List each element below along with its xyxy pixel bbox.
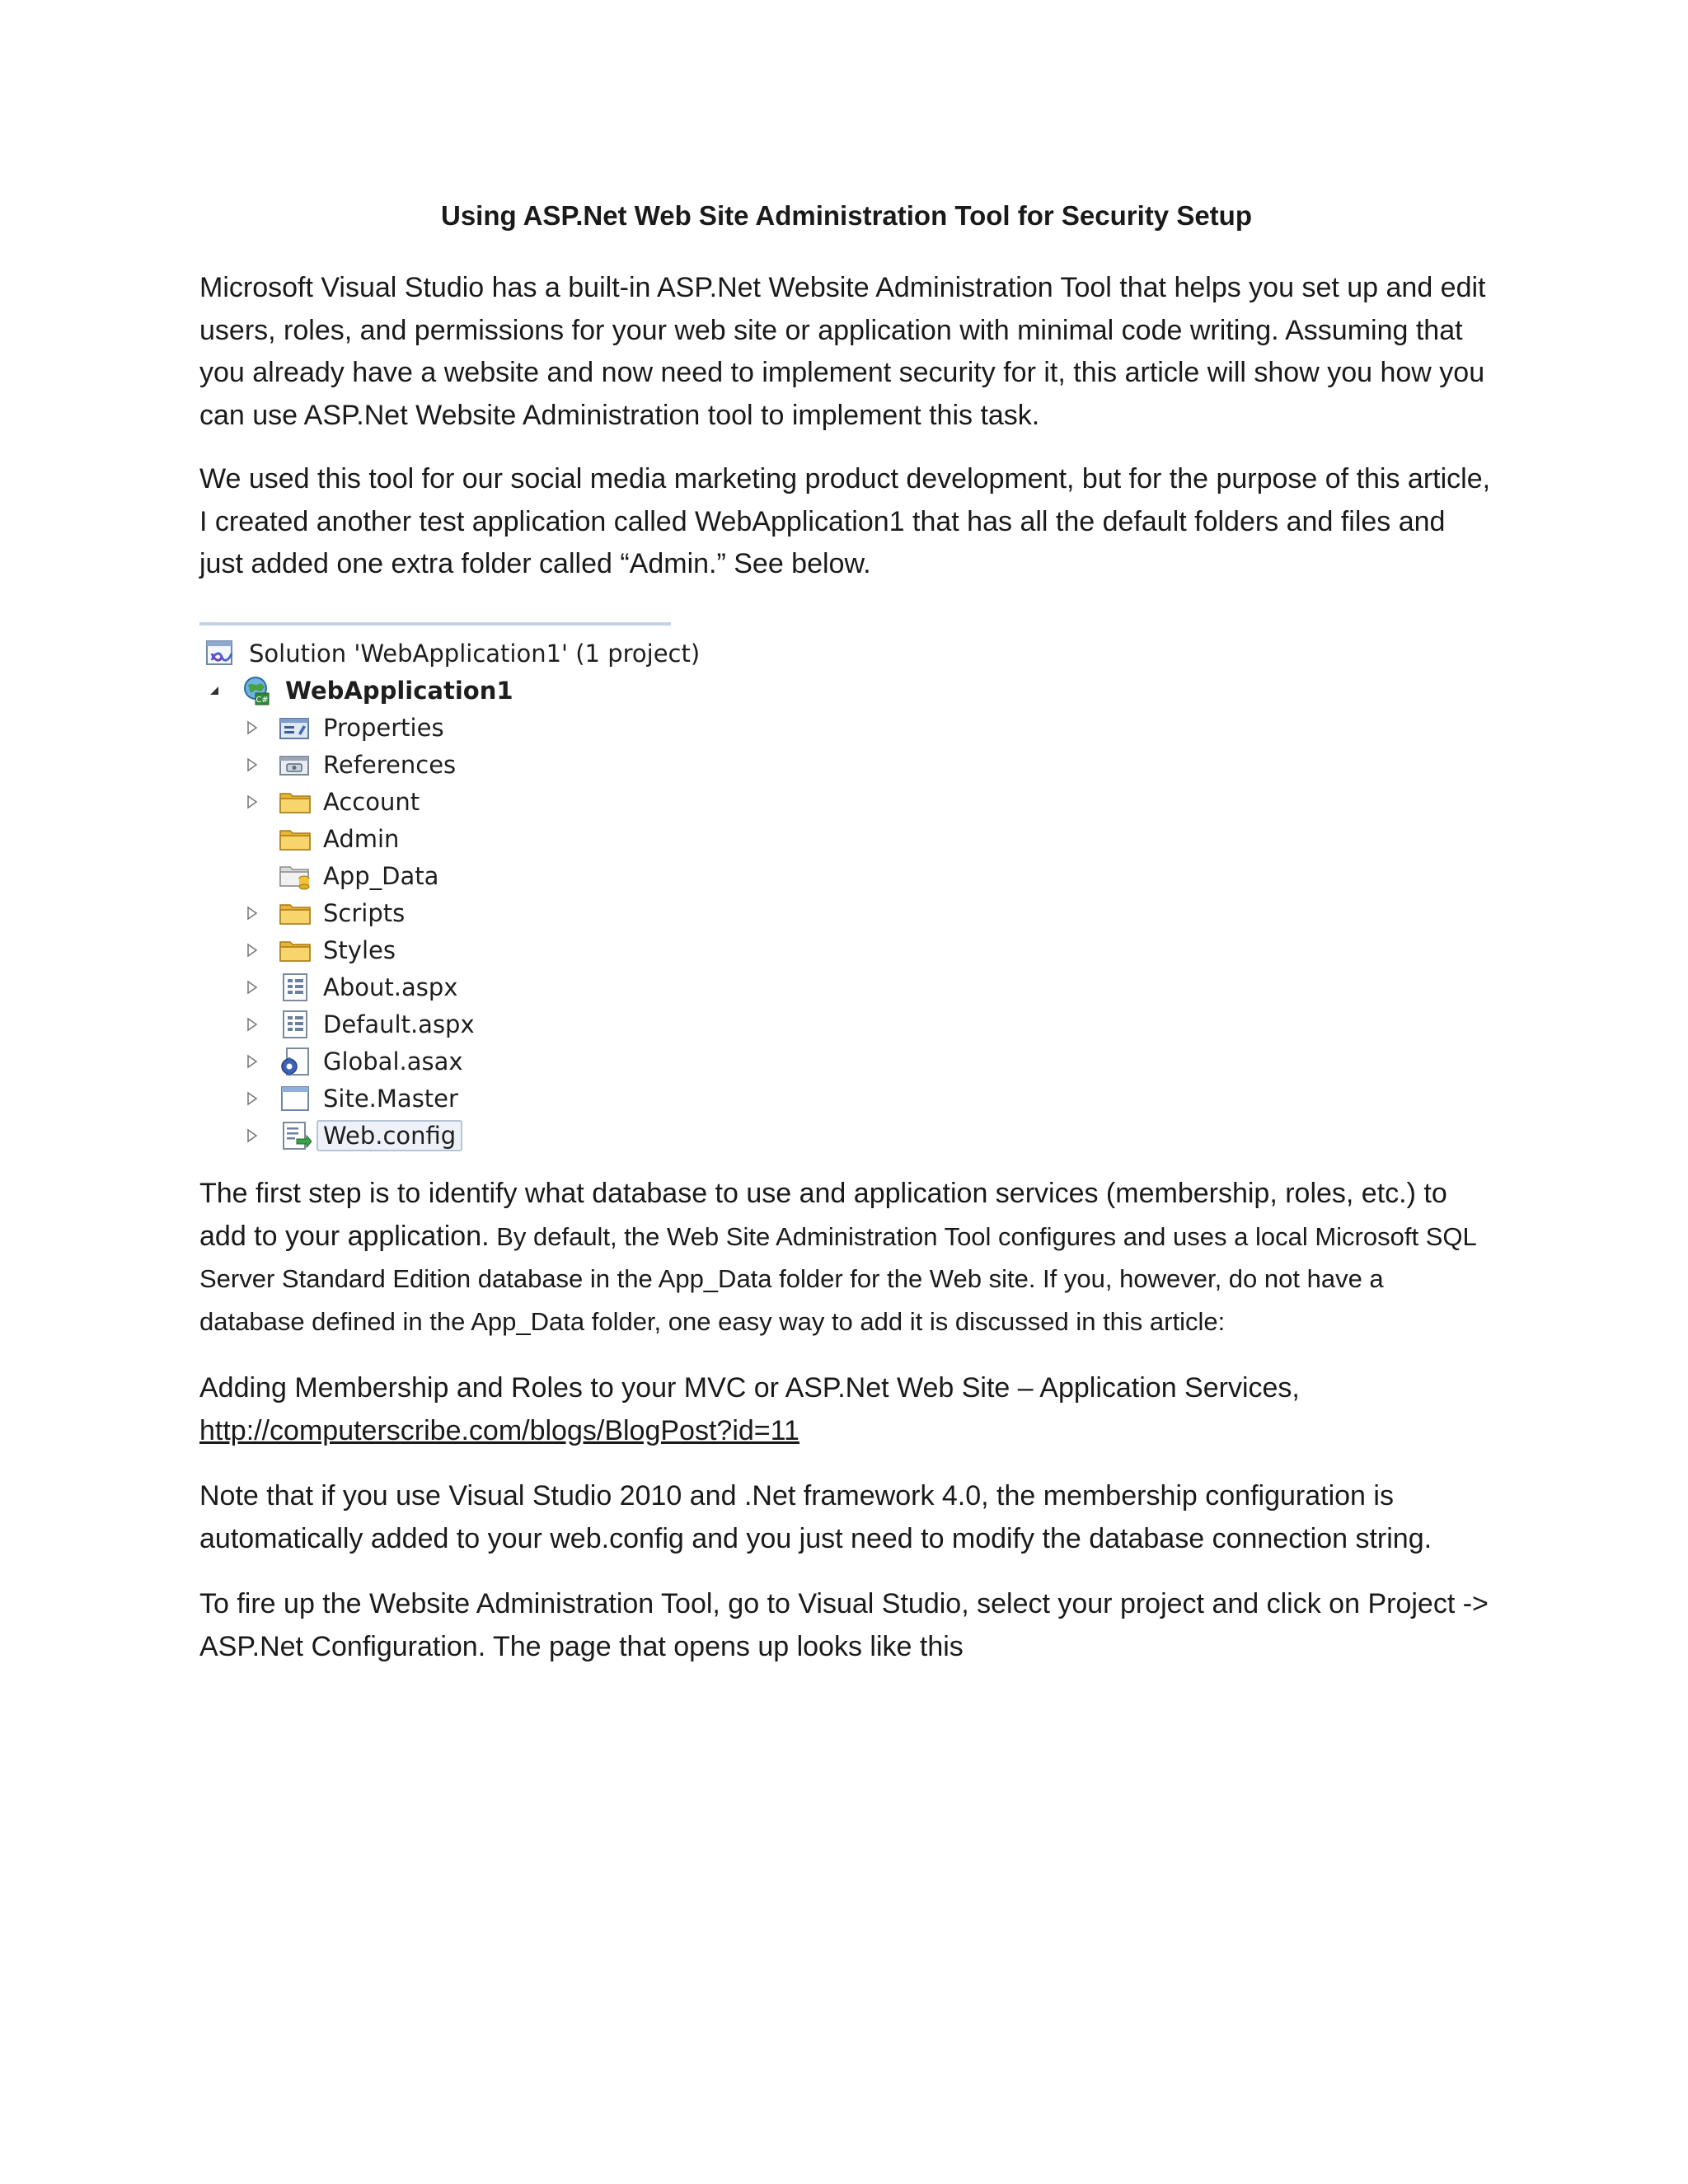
project-label: WebApplication1 (285, 677, 513, 705)
reference-article-link[interactable]: http://computerscribe.com/blogs/BlogPost?id=11 (199, 1414, 799, 1446)
master-file-icon (279, 1084, 312, 1113)
first-step-detail-text: By default, the Web Site Administration Tool configures and uses a local Microsoft SQL Server Standard Edition database in the App_Data folder for the Web site. If you, however, do not have a database defined in the App_Data folder, one easy way to add it is discussed in this article: (199, 1221, 1476, 1336)
folder-icon (279, 787, 312, 817)
tree-item-label: Admin (323, 825, 400, 853)
tree-item-properties[interactable] (242, 710, 444, 746)
references-icon (279, 750, 312, 780)
aspx-file-icon (279, 972, 312, 1002)
tree-item-label: Account (323, 788, 420, 816)
paragraph-vs2010-note: Note that if you use Visual Studio 2010 and .Net framework 4.0, the membership configuration is automatically added to your web.config and you just need to modify the database connection string. (199, 1480, 1432, 1554)
data-folder-icon (279, 861, 312, 891)
first-step-lead-text: The first step is to identify what database to use and application services (membership, roles, etc.) to add to your application. (199, 1178, 1447, 1252)
solution-row[interactable] (204, 635, 700, 672)
collapsed-arrow-icon[interactable] (242, 977, 262, 997)
solution-icon (204, 639, 237, 668)
svg-text:C#: C# (256, 696, 269, 705)
tree-item-default-aspx[interactable] (242, 1006, 475, 1043)
tree-item-references[interactable] (242, 747, 456, 783)
tree-item-web-config[interactable] (242, 1118, 462, 1154)
expanded-arrow-icon[interactable] (204, 681, 224, 701)
asax-file-icon (279, 1047, 312, 1076)
tree-item-site-master[interactable] (242, 1080, 458, 1117)
collapsed-arrow-icon[interactable] (242, 1126, 262, 1146)
paragraph-membership-reference (199, 1367, 1493, 1452)
tree-item-label: Properties (323, 714, 444, 742)
tree-item-app-data[interactable] (279, 858, 438, 894)
collapsed-arrow-icon[interactable] (242, 718, 262, 738)
folder-icon (279, 898, 312, 928)
reference-article-title: Adding Membership and Roles to your MVC or ASP.Net Web Site – Application Services, (199, 1372, 1300, 1404)
tree-item-styles[interactable] (242, 932, 396, 968)
tree-item-admin[interactable] (279, 821, 399, 857)
collapsed-arrow-icon[interactable] (242, 792, 262, 812)
tree-item-global-asax[interactable] (242, 1043, 463, 1080)
config-file-icon (279, 1121, 312, 1151)
tree-item-scripts[interactable] (242, 895, 405, 931)
tree-item-label: Scripts (323, 899, 406, 927)
tree-item-label: App_Data (323, 862, 439, 890)
folder-icon (279, 824, 312, 854)
solution-label: Solution 'WebApplication1' (1 project) (249, 640, 701, 668)
paragraph-first-step (199, 1173, 1493, 1343)
document-title: Using ASP.Net Web Site Administration Tool for Security Setup (440, 200, 1252, 231)
tree-item-label: Site.Master (323, 1085, 458, 1113)
tree-item-label: Default.aspx (323, 1010, 475, 1038)
tree-item-account[interactable] (242, 784, 420, 820)
paragraph-test-app: We used this tool for our social media marketing product development, but for the purpose of this article, I created another test application called WebApplication1 that has all the default folders and files and just added one extra folder called “Admin.” See below. (199, 463, 1491, 579)
collapsed-arrow-icon[interactable] (242, 1015, 262, 1034)
properties-icon (279, 713, 312, 743)
collapsed-arrow-icon[interactable] (242, 1089, 262, 1108)
web-project-icon (241, 676, 274, 705)
tree-item-label: References (323, 751, 457, 779)
collapsed-arrow-icon[interactable] (242, 1052, 262, 1071)
paragraph-intro: Microsoft Visual Studio has a built-in ASP.Net Website Administration Tool that helps you set up and edit users, roles, and permissions for your web site or application with minimal code writing. Assuming that you already have a website and now need to implement security for it, this article will show you how you can use ASP.Net Website Administration tool to implement this task. (199, 272, 1486, 431)
paragraph-launch-tool: To fire up the Website Administration Tool, go to Visual Studio, select your project and click on Project -> ASP.Net Configuration. The page that opens up looks like this (199, 1588, 1489, 1662)
collapsed-arrow-icon[interactable] (242, 755, 262, 775)
tree-item-label: About.aspx (323, 973, 458, 1001)
solution-explorer-screenshot (199, 622, 701, 1157)
tree-item-label: Web.config (316, 1120, 462, 1151)
aspx-file-icon (279, 1010, 312, 1039)
collapsed-arrow-icon[interactable] (242, 940, 262, 960)
tree-item-label: Styles (323, 936, 396, 964)
tree-item-label: Global.asax (323, 1047, 463, 1076)
tree-item-about-aspx[interactable] (242, 969, 457, 1005)
folder-icon (279, 935, 312, 965)
collapsed-arrow-icon[interactable] (242, 903, 262, 923)
project-row[interactable] (204, 673, 513, 709)
